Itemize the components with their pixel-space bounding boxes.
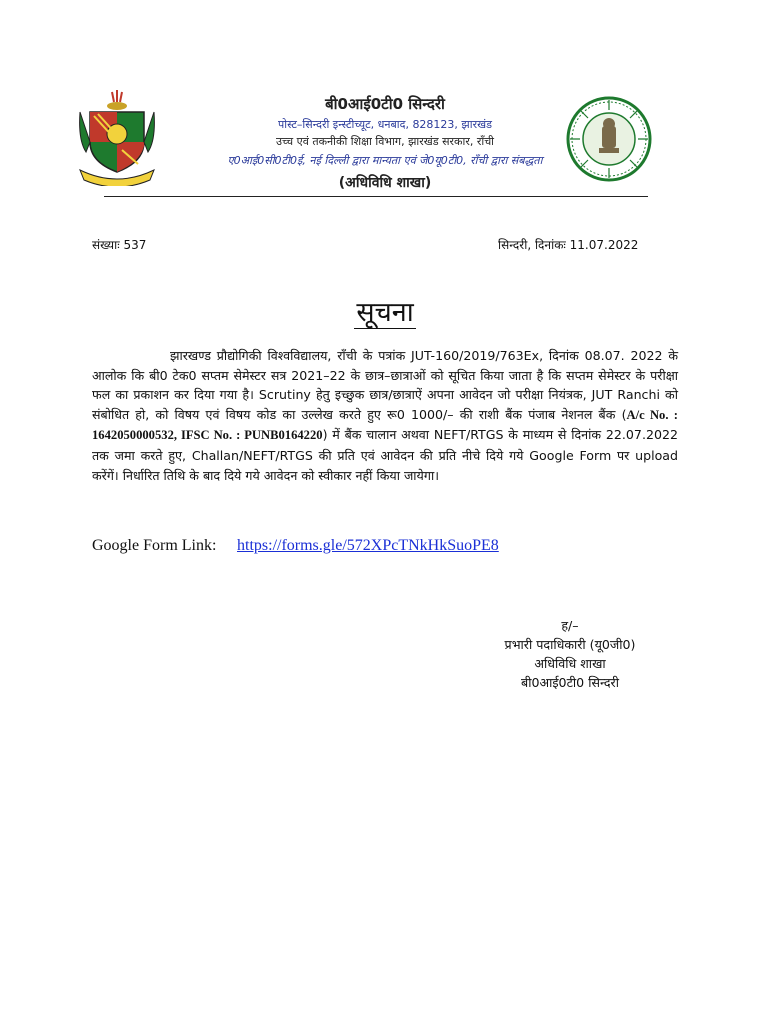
signatory-institute: बी0आई0टी0 सिन्दरी xyxy=(521,675,619,690)
body-part1: झारखण्ड प्रौद्योगिकी विश्वविद्यालय, राँची के पत्रांक JUT-160/2019/763Ex, दिनांक 08.07. 2022 के आलोक कि बी0 टेक0 सप्तम सेमेस्टर सत्र 2021–22 के छात्र–छात्राओं को सूचित किया जाता है कि सप्तम सेमेस्टर के परीक्षा फल का प्रकाशन कर दिया गया है। Scrutiny हेतु इच्छुक छात्र/छात्राऐं अपना आवेदन जो परीक्षा नियंत्रक, JUT Ranchi को संबोधित हो, को विषय एवं विषय कोड का उल्लेख करते हुए रू0 1000/– की राशी बैंक पंजाब नेशनल बैंक ( xyxy=(92,348,678,422)
department-line: उच्च एवं तकनीकी शिक्षा विभाग, झारखंड सरकार, राँची xyxy=(275,135,495,148)
reference-number: संख्याः 537 xyxy=(92,238,147,252)
notice-title-text: सूचना xyxy=(356,297,414,328)
notice-title xyxy=(0,292,770,329)
signatory-designation: प्रभारी पदाधिकारी (यू0जी0) xyxy=(504,637,636,652)
google-form-label: Google Form Link: xyxy=(92,537,217,554)
notice-body xyxy=(92,346,678,485)
notice-date: सिन्दरी, दिनांकः 11.07.2022 xyxy=(498,238,639,252)
section-name: (अधिविधि शाखा) xyxy=(338,175,432,191)
approval-line: ए0आई0सी0टी0ई, नई दिल्ली द्वारा मान्यता एवं जे0यू0टी0, राँची द्वारा संबद्धता xyxy=(227,154,543,167)
institute-name: बी0आई0टी0 सिन्दरी xyxy=(325,95,445,113)
institute-address: पोस्ट–सिन्दरी इन्स्टीच्यूट, धनबाद, 828123, झारखंड xyxy=(278,118,492,131)
header-divider xyxy=(104,196,648,197)
signatory-section: अधिविधि शाखा xyxy=(534,656,606,671)
bank-account-details: A/c No. : 1642050000532, IFSC No. : PUNB0164220 xyxy=(92,407,678,443)
signature-mark: ह/– xyxy=(561,618,579,633)
google-form-link[interactable]: https://forms.gle/572XPcTNkHkSuoPE8 xyxy=(237,537,499,554)
body-part2: ) में बैंक चालान अथवा NEFT/RTGS के माध्यम से दिनांक 22.07.2022 तक जमा करते हुए, Challan/NEFT/RTGS की प्रति एवं आवेदन की प्रति नीचे दिये गये Google Form पर upload करेंगें। निर्धारित तिथि के बाद दिये गये आवेदन को स्वीकार नहीं किया जायेगा। xyxy=(92,427,679,483)
